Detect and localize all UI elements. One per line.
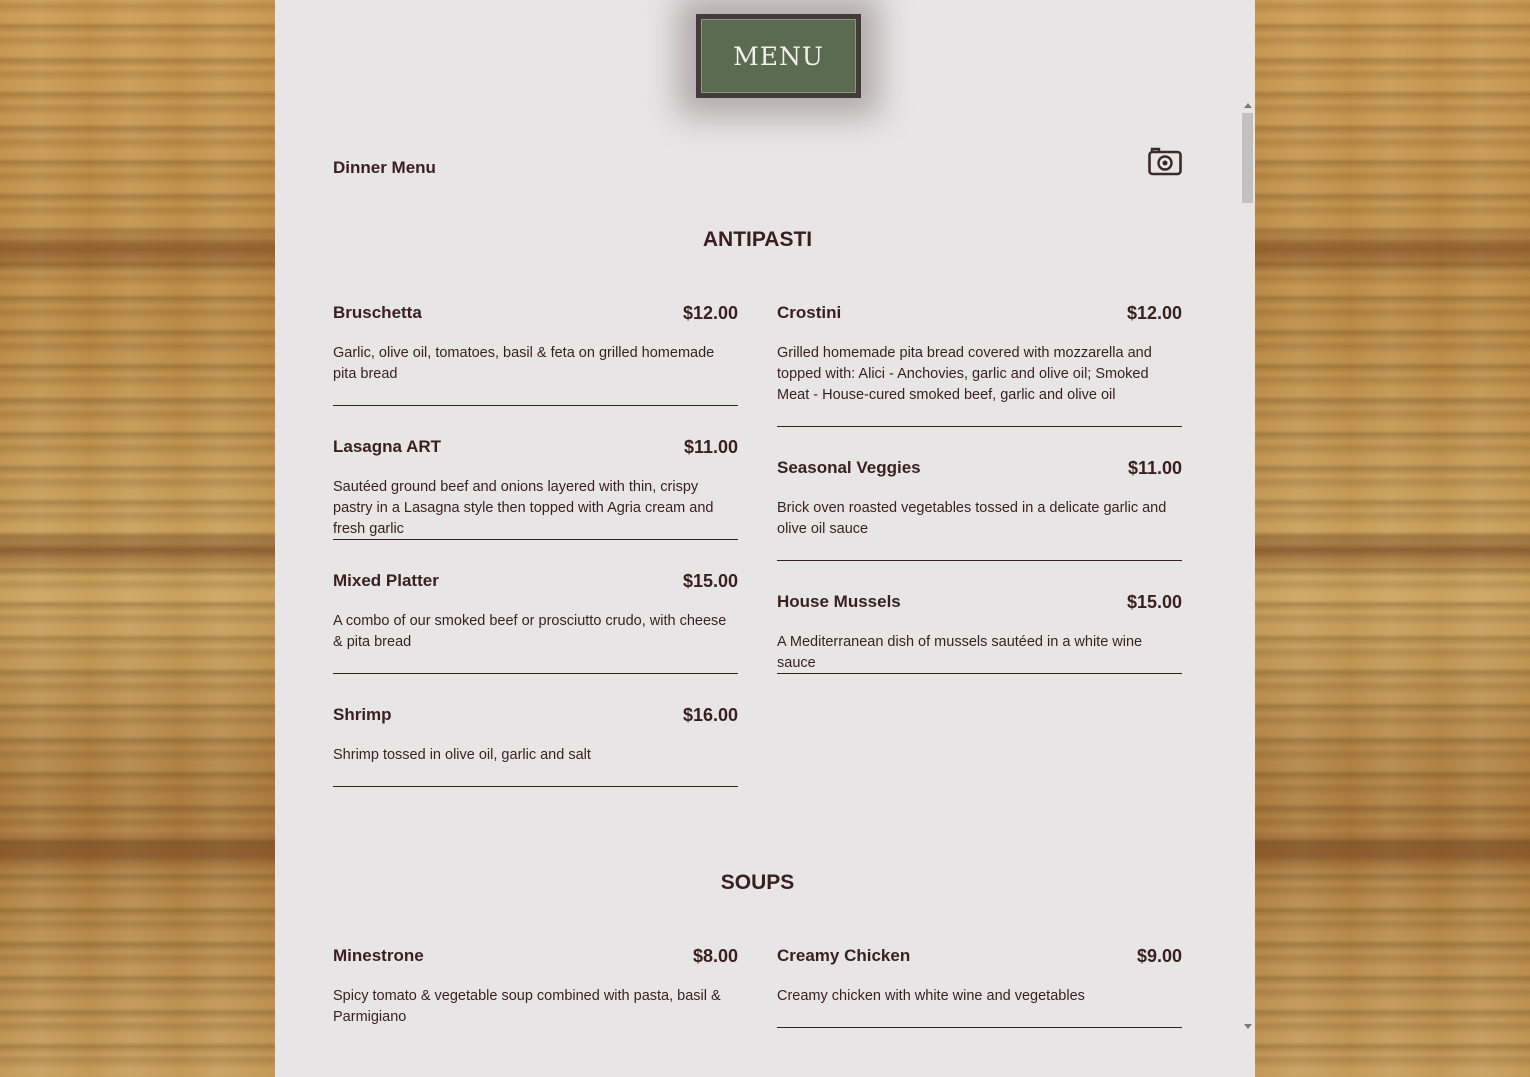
item-price: $16.00 — [682, 705, 738, 725]
item-description: A Mediterranean dish of mussels sautéed in a white wine sauce — [777, 634, 1143, 671]
item-description: Shrimp tossed in olive oil, garlic and salt — [333, 747, 591, 763]
camera-icon[interactable] — [1148, 146, 1182, 176]
menu-item-minestrone — [333, 946, 738, 1034]
item-description: Grilled homemade pita bread covered with mozzarella and topped with: Alici - Anchovies, garlic and olive oil; Smoked Meat - House-cured smoked beef, garlic and olive oil — [777, 345, 1152, 403]
item-description: Sautéed ground beef and onions layered with thin, crispy pastry in a Lasagna style then topped with Agria cream and fresh garlic — [333, 479, 714, 537]
menu-header-row — [333, 158, 1182, 188]
item-name: Creamy Chicken — [777, 946, 911, 965]
menu-item-lasagna-art — [333, 437, 738, 540]
menu-item-creamy-chicken — [777, 946, 1182, 1028]
item-name: Lasagna ART — [333, 437, 442, 456]
item-description: Spicy tomato & vegetable soup combined with pasta, basil & Parmigiano — [333, 988, 721, 1025]
section-title-antipasti: ANTIPASTI — [702, 228, 813, 251]
item-name: Seasonal Veggies — [777, 458, 921, 477]
menu-badge — [696, 14, 861, 98]
scrollbar-thumb[interactable] — [1242, 113, 1253, 203]
item-description: Brick oven roasted vegetables tossed in a delicate garlic and olive oil sauce — [777, 500, 1167, 537]
menu-item-shrimp — [333, 705, 738, 787]
item-name: Bruschetta — [333, 303, 422, 322]
menu-item-bruschetta — [333, 303, 738, 406]
item-description: Creamy chicken with white wine and vegetables — [777, 988, 1085, 1004]
item-name: House Mussels — [777, 592, 901, 611]
item-price: $11.00 — [1127, 458, 1182, 478]
item-description: Garlic, olive oil, tomatoes, basil & feta on grilled homemade pita bread — [333, 345, 715, 382]
scroll-up-arrow-icon[interactable] — [1244, 103, 1252, 108]
item-price: $12.00 — [682, 303, 738, 323]
item-description: A combo of our smoked beef or prosciutto crudo, with cheese & pita bread — [333, 613, 727, 650]
item-name: Shrimp — [333, 705, 392, 724]
section-title-soups: SOUPS — [720, 871, 795, 894]
menu-item-seasonal-veggies — [777, 458, 1182, 561]
menu-item-mixed-platter — [333, 571, 738, 674]
vertical-scrollbar[interactable] — [1240, 98, 1255, 1034]
item-name: Minestrone — [333, 946, 424, 965]
item-price: $8.00 — [692, 946, 738, 966]
menu-title: Dinner Menu — [333, 158, 436, 177]
menu-item-crostini — [777, 303, 1182, 427]
menu-item-house-mussels — [777, 592, 1182, 674]
item-price: $15.00 — [682, 571, 738, 591]
item-name: Mixed Platter — [333, 571, 439, 590]
item-price: $12.00 — [1126, 303, 1182, 323]
menu-badge-label: MENU — [701, 19, 856, 93]
item-price: $9.00 — [1136, 946, 1182, 966]
menu-scroll-area[interactable] — [275, 98, 1255, 1034]
scroll-down-arrow-icon[interactable] — [1244, 1024, 1252, 1029]
item-price: $11.00 — [683, 437, 738, 457]
item-price: $15.00 — [1126, 592, 1182, 612]
item-name: Crostini — [777, 303, 842, 322]
